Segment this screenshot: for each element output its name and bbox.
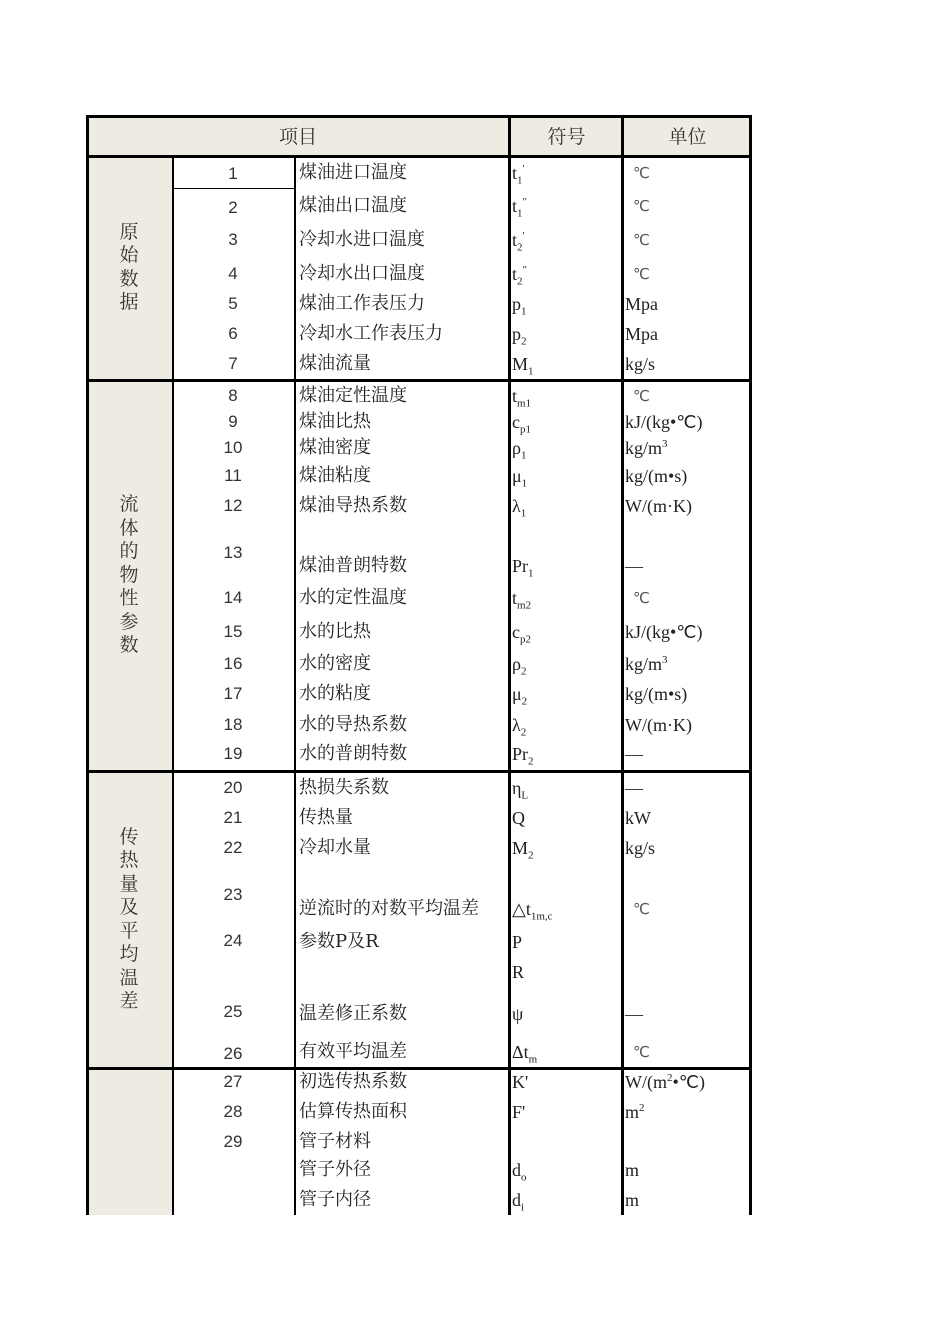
row-item-name: 管子内径 bbox=[299, 1189, 371, 1210]
header-item: 项目 bbox=[86, 115, 510, 155]
group-label-char: 差 bbox=[119, 990, 139, 1012]
row-item-name: 参数P及R bbox=[299, 931, 379, 952]
row-number: 2 bbox=[228, 198, 238, 217]
section-divider bbox=[86, 1067, 752, 1070]
row-unit: kg/(m•s) bbox=[625, 684, 688, 704]
row-unit: Mpa bbox=[625, 294, 658, 314]
row-unit: ℃ bbox=[633, 589, 650, 607]
row-item-name: 水的比热 bbox=[299, 621, 371, 642]
row-symbol: $c_{p1}$ bbox=[512, 412, 531, 436]
row-item-name: 煤油流量 bbox=[299, 353, 371, 374]
row-unit: ℃ bbox=[633, 265, 650, 283]
row-unit: — bbox=[625, 1004, 643, 1024]
group-label-char: 传 bbox=[119, 825, 139, 848]
row-symbol: $\mu_2$ bbox=[512, 684, 528, 708]
row-number: 26 bbox=[223, 1044, 243, 1063]
row-unit: ℃ bbox=[633, 231, 650, 249]
row-unit: ℃ bbox=[633, 1043, 650, 1061]
row-item-name: 水的普朗特数 bbox=[299, 743, 407, 764]
row-symbol: $t_2'$ bbox=[512, 230, 525, 254]
row-unit: kg/s bbox=[625, 354, 656, 374]
row-symbol: $M_2$ bbox=[512, 838, 534, 862]
row-item-name: 热损失系数 bbox=[299, 777, 389, 798]
row-unit: $m^2$ bbox=[625, 1102, 645, 1122]
table-left-border bbox=[86, 115, 89, 1215]
row-symbol: F' bbox=[512, 1102, 526, 1122]
row-number: 24 bbox=[223, 931, 243, 950]
row-symbol: $\lambda_1$ bbox=[512, 496, 527, 520]
row-number: 5 bbox=[228, 294, 238, 313]
group-label bbox=[119, 493, 139, 658]
row-number: 18 bbox=[223, 715, 243, 734]
row-item-name: 传热量 bbox=[299, 807, 353, 828]
group-fluid-properties bbox=[86, 380, 172, 771]
group-label-char: 始 bbox=[119, 244, 139, 266]
row-item-name: 温差修正系数 bbox=[299, 1003, 407, 1024]
group-label-char: 热 bbox=[119, 849, 139, 871]
row-symbol: $t_1'$ bbox=[512, 163, 525, 187]
row-item-name: 水的导热系数 bbox=[299, 714, 407, 735]
row-item-name: 冷却水进口温度 bbox=[299, 229, 425, 250]
row-unit: ℃ bbox=[633, 164, 650, 182]
row-item-name: 管子材料 bbox=[299, 1131, 371, 1152]
row-symbol: $p_2$ bbox=[512, 324, 527, 348]
row-number: 14 bbox=[223, 588, 243, 607]
row-symbol: $\rho_1$ bbox=[512, 438, 527, 462]
row-symbol: $\lambda_2$ bbox=[512, 715, 527, 739]
col-divider bbox=[508, 115, 511, 1215]
row-item-name: 初选传热系数 bbox=[299, 1071, 407, 1092]
row-number: 3 bbox=[228, 230, 238, 249]
row-unit: $kg/m^3$ bbox=[625, 438, 668, 458]
group-original-data bbox=[86, 155, 172, 380]
row-item-name: 有效平均温差 bbox=[299, 1041, 407, 1062]
section-divider bbox=[86, 379, 752, 382]
row-unit: — bbox=[625, 744, 643, 764]
group-label bbox=[119, 826, 139, 1014]
row-number: 15 bbox=[223, 622, 243, 641]
row-item-name: 煤油粘度 bbox=[299, 465, 371, 486]
row-unit: ℃ bbox=[633, 387, 650, 405]
row-item-name: 估算传热面积 bbox=[299, 1101, 407, 1122]
row-symbol: $\Delta t_m$ bbox=[512, 1042, 538, 1066]
row-unit: W/(m·K) bbox=[625, 496, 692, 516]
row-item-name: 煤油出口温度 bbox=[299, 195, 407, 216]
row-unit: kJ/(kg•℃) bbox=[625, 412, 703, 432]
header-bottom-border bbox=[86, 155, 752, 158]
row-symbol: $t_{m2}$ bbox=[512, 588, 532, 612]
group-label-char: 平 bbox=[119, 919, 139, 942]
row-unit: W/(m·K) bbox=[625, 715, 692, 735]
row-number: 12 bbox=[223, 496, 243, 515]
row-item-name: 冷却水量 bbox=[299, 837, 371, 858]
row-item-name: 煤油密度 bbox=[299, 437, 371, 458]
row-symbol: $M_1$ bbox=[512, 354, 534, 378]
row-unit: $kg/m^3$ bbox=[625, 654, 668, 674]
row-number: 13 bbox=[223, 543, 243, 562]
table-top-border bbox=[86, 115, 752, 118]
row-item-name: 煤油进口温度 bbox=[299, 162, 407, 183]
row-symbol: $d_i$ bbox=[512, 1190, 525, 1214]
row-item-name: 水的密度 bbox=[299, 653, 371, 674]
row-unit: kJ/(kg•℃) bbox=[625, 622, 703, 642]
row-unit: — bbox=[625, 778, 643, 798]
row-item-name: 煤油比热 bbox=[299, 411, 371, 432]
row-number: 19 bbox=[223, 744, 243, 763]
row-unit: m bbox=[625, 1160, 640, 1180]
section-divider bbox=[86, 770, 752, 773]
group-label-char: 数 bbox=[119, 634, 139, 657]
row-symbol: $d_o$ bbox=[512, 1160, 527, 1184]
row-number: 1 bbox=[228, 164, 238, 183]
row-number: 8 bbox=[228, 386, 238, 405]
row-unit: kg/(m•s) bbox=[625, 466, 688, 486]
row-unit: kg/s bbox=[625, 838, 656, 858]
row-number: 11 bbox=[224, 466, 242, 485]
group-label-char: 均 bbox=[119, 943, 139, 965]
row-number: 7 bbox=[228, 354, 238, 373]
group-heat-exchanger bbox=[86, 1068, 172, 1215]
group-label-char: 温 bbox=[119, 966, 139, 989]
row-number: 6 bbox=[228, 324, 238, 343]
row-symbol: $t_2^"$ bbox=[512, 264, 528, 288]
row-number: 4 bbox=[228, 264, 238, 283]
row-item-name: 煤油导热系数 bbox=[299, 495, 407, 516]
row-unit: ℃ bbox=[633, 900, 650, 918]
row-symbol: $Pr_1$ bbox=[512, 556, 534, 580]
row-symbol: $\rho_2$ bbox=[512, 654, 527, 678]
row-item-name: 煤油普朗特数 bbox=[299, 555, 407, 576]
row-item-name: 管子外径 bbox=[299, 1159, 371, 1180]
row-divider bbox=[174, 188, 294, 189]
group-label-char: 原 bbox=[119, 220, 139, 243]
row-number: 27 bbox=[223, 1072, 243, 1091]
col-divider bbox=[621, 115, 624, 1215]
row-number: 21 bbox=[223, 808, 243, 827]
col-divider bbox=[172, 155, 174, 1215]
row-symbol: ψ bbox=[512, 1004, 524, 1024]
row-symbol: $\triangle t_{1m,c}$ bbox=[512, 899, 553, 923]
row-unit: m bbox=[625, 1190, 640, 1210]
row-symbol: $\eta_L$ bbox=[512, 778, 529, 802]
row-unit: kW bbox=[625, 808, 651, 828]
group-label bbox=[119, 221, 139, 315]
row-number: 9 bbox=[228, 412, 238, 431]
group-label-char: 物 bbox=[119, 563, 139, 586]
group-label-char: 据 bbox=[119, 291, 139, 313]
row-item-name: 水的粘度 bbox=[299, 683, 371, 704]
row-number: 10 bbox=[223, 438, 243, 457]
group-label-char: 参 bbox=[119, 610, 139, 633]
row-symbol: $p_1$ bbox=[512, 294, 527, 318]
row-number: 25 bbox=[223, 1002, 243, 1021]
row-symbol: $t_1^"$ bbox=[512, 196, 528, 220]
group-label-char: 数 bbox=[119, 267, 139, 290]
header-unit: 单位 bbox=[623, 115, 752, 155]
row-symbol: Q bbox=[512, 808, 525, 828]
parameter-table bbox=[86, 115, 752, 1215]
row-unit: ℃ bbox=[633, 197, 650, 215]
row-number: 28 bbox=[223, 1102, 243, 1121]
row-symbol: K' bbox=[512, 1072, 529, 1092]
group-label-char: 量 bbox=[119, 872, 139, 895]
row-symbol: $c_{p2}$ bbox=[512, 622, 531, 646]
row-number: 22 bbox=[223, 838, 243, 857]
row-unit: — bbox=[625, 556, 643, 576]
row-item-name: 冷却水工作表压力 bbox=[299, 323, 443, 344]
row-symbol: R bbox=[512, 962, 525, 982]
row-number: 16 bbox=[223, 654, 243, 673]
row-number: 20 bbox=[223, 778, 243, 797]
row-item-name: 水的定性温度 bbox=[299, 587, 407, 608]
header-symbol: 符号 bbox=[510, 115, 623, 155]
row-symbol: P bbox=[512, 932, 523, 952]
group-label-char: 及 bbox=[119, 896, 139, 918]
row-number: 23 bbox=[223, 885, 243, 904]
col-divider bbox=[294, 155, 296, 1215]
group-label-char: 流 bbox=[119, 493, 139, 516]
row-unit: $W/(m^2•℃)$ bbox=[625, 1072, 706, 1092]
row-symbol: $t_{m1}$ bbox=[512, 386, 532, 410]
row-symbol: $Pr_2$ bbox=[512, 744, 534, 768]
row-item-name: 冷却水出口温度 bbox=[299, 263, 425, 284]
group-label-char: 性 bbox=[119, 587, 139, 610]
row-number: 29 bbox=[223, 1132, 243, 1151]
table-right-border bbox=[749, 115, 752, 1215]
group-heat-and-temp-diff bbox=[86, 771, 172, 1068]
group-label-char: 体 bbox=[119, 516, 139, 539]
row-symbol: $\mu_1$ bbox=[512, 466, 528, 490]
group-label-char: 的 bbox=[119, 540, 139, 563]
row-item-name: 煤油工作表压力 bbox=[299, 293, 425, 314]
row-item-name: 煤油定性温度 bbox=[299, 385, 407, 406]
row-unit: Mpa bbox=[625, 324, 658, 344]
row-number: 17 bbox=[223, 684, 243, 703]
row-item-name: 逆流时的对数平均温差 bbox=[299, 898, 479, 919]
